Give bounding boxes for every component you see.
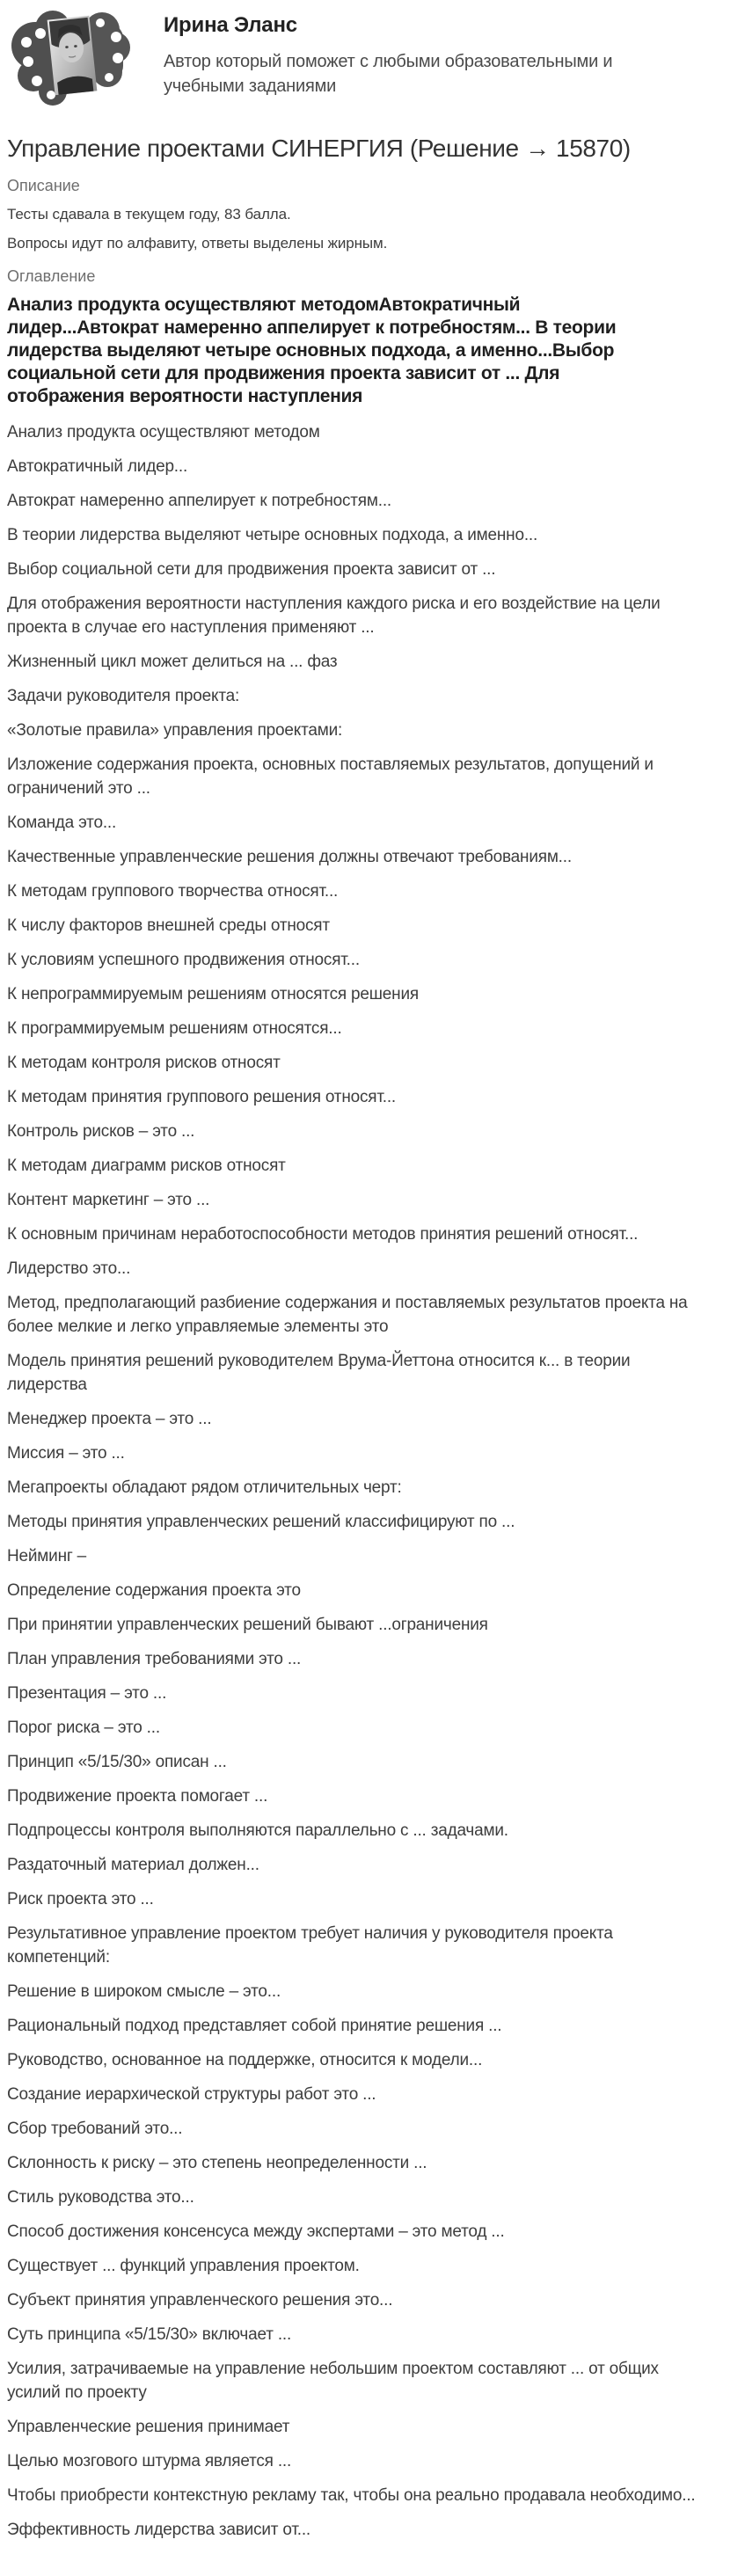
author-avatar [7,7,132,111]
toc-item: Склонность к риску – это степень неопределенности ... [7,2154,427,2172]
toc-item: К методам диаграмм рисков относят [7,1157,286,1175]
description-label: Описание [7,177,80,194]
toc-item: Принцип «5/15/30» описан ... [7,1753,227,1771]
description-line-2: Вопросы идут по алфавиту, ответы выделены жирным. [7,235,388,252]
toc-label: Оглавление [7,267,96,285]
toc-item: Подпроцессы контроля выполняются параллельно с ... задачами. [7,1821,508,1840]
toc-list [7,420,738,2542]
toc-item: Суть принципа «5/15/30» включает ... [7,2325,292,2344]
toc-item: Результативное управление проектом требует наличия у руководителя проекта компетенций: [7,1924,613,1967]
toc-item: Лидерство это... [7,1259,131,1278]
toc-item: Методы принятия управленческих решений классифицируют по ... [7,1513,515,1531]
toc-item: Определение содержания проекта это [7,1581,301,1600]
toc-item: К основным причинам неработоспособности методов принятия решений относят... [7,1225,639,1244]
toc-item: Нейминг – [7,1547,87,1565]
toc-item: Качественные управленческие решения должны отвечают требованиям... [7,848,572,866]
toc-item: Продвижение проекта помогает ... [7,1787,268,1806]
toc-item: Метод, предполагающий разбиение содержания и поставляемых результатов проекта на более мелкие и легко управляемые элементы это [7,1294,688,1336]
toc-item: К непрограммируемым решениям относятся решения [7,985,419,1003]
author-meta [164,7,669,99]
toc-item: К числу факторов внешней среды относят [7,916,330,935]
author-tagline: Автор который поможет с любыми образовательными и учебными заданиями [164,52,613,96]
toc-item: Руководство, основанное на поддержке, относится к модели... [7,2051,483,2069]
toc-item: Решение в широком смысле – это... [7,1982,281,2001]
toc-item: Жизненный цикл может делиться на ... фаз [7,653,338,671]
toc-item: Чтобы приобрести контекстную рекламу так, чтобы она реально продавала необходимо... [7,2486,696,2505]
toc-item: Субъект принятия управленческого решения это... [7,2291,393,2310]
toc-item: К методам принятия группового решения относят... [7,1088,396,1106]
toc-item: План управления требованиями это ... [7,1650,302,1668]
toc-item: Способ достижения консенсуса между экспертами – это метод ... [7,2222,505,2241]
toc-item: В теории лидерства выделяют четыре основных подхода, а именно... [7,526,538,544]
toc-item: Контроль рисков – это ... [7,1122,195,1141]
toc-item: Целью мозгового штурма является ... [7,2452,292,2470]
toc-item: Контент маркетинг – это ... [7,1191,210,1209]
toc-item: Презентация – это ... [7,1684,167,1703]
author-name: Ирина Эланс [164,13,297,37]
toc-item: Автократ намеренно аппелирует к потребностям... [7,492,391,510]
toc-item: Мегапроекты обладают рядом отличительных черт: [7,1478,402,1497]
toc-item: Сбор требований это... [7,2120,183,2138]
description-line-1: Тесты сдавала в текущем году, 83 балла. [7,206,291,223]
toc-item: К методам контроля рисков относят [7,1054,281,1072]
toc-item: К условиям успешного продвижения относят... [7,951,360,969]
page-title: Управление проектами СИНЕРГИЯ (Решение → 15870) [7,135,631,162]
toc-item: Эффективность лидерства зависит от... [7,2521,310,2539]
toc-item: Существует ... функций управления проектом. [7,2257,360,2275]
toc-bold-intro: Анализ продукта осуществляют методомАвтократичный лидер...Автократ намеренно аппелирует к потребностям... В теории лидерства выделяют четыре основных подхода, а именно...Выбор социальной сети для продвижения проекта зависит от ... Для отображения вероятности наступления [7,295,617,406]
toc-item: Управленческие решения принимает [7,2418,290,2436]
toc-item: Задачи руководителя проекта: [7,687,240,705]
toc-item: Создание иерархической структуры работ это ... [7,2085,376,2104]
toc-item: Менеджер проекта – это ... [7,1410,212,1428]
toc-item: Раздаточный материал должен... [7,1856,259,1874]
toc-item: Рациональный подход представляет собой принятие решения ... [7,2017,502,2035]
toc-item: Порог риска – это ... [7,1719,160,1737]
toc-item: Модель принятия решений руководителем Врума-Йеттона относится к... в теории лидерства [7,1352,631,1394]
author-avatar-image [7,7,132,111]
toc-item: При принятии управленческих решений бывают ...ограничения [7,1616,488,1634]
toc-item: Для отображения вероятности наступления каждого риска и его воздействие на цели проекта в случае его наступления применяют ... [7,595,661,637]
toc-item: Изложение содержания проекта, основных поставляемых результатов, допущений и ограничений это ... [7,755,654,798]
toc-item: Усилия, затрачиваемые на управление небольшим проектом составляют ... от общих усилий по проекту [7,2360,659,2402]
toc-item: К программируемым решениям относятся... [7,1019,342,1038]
toc-item: К методам группового творчества относят... [7,882,339,901]
toc-item: Риск проекта это ... [7,1890,154,1908]
toc-item: Миссия – это ... [7,1444,125,1463]
toc-item: «Золотые правила» управления проектами: [7,721,343,740]
author-header [7,7,738,111]
toc-item: Команда это... [7,814,117,832]
toc-item: Автократичный лидер... [7,457,188,476]
toc-item: Выбор социальной сети для продвижения проекта зависит от ... [7,560,496,579]
toc-item: Стиль руководства это... [7,2188,194,2207]
toc-item: Анализ продукта осуществляют методом [7,423,320,441]
